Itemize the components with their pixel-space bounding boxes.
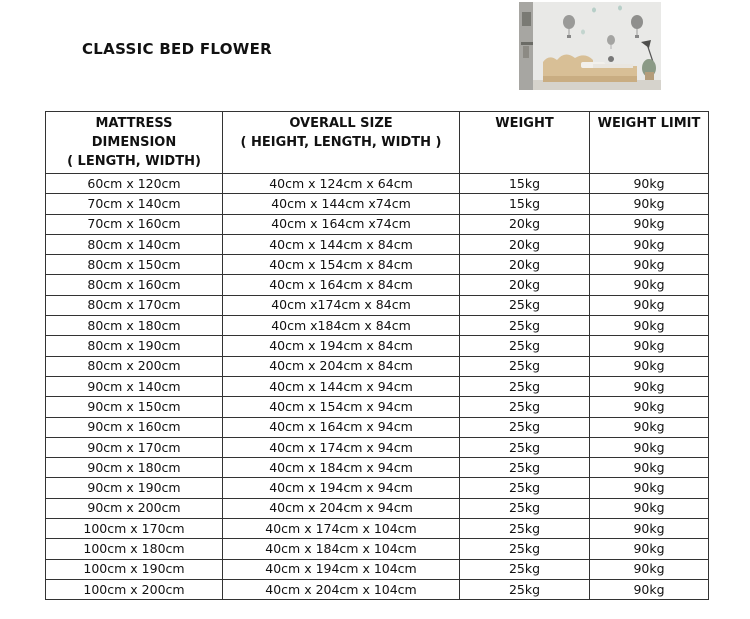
cell-overall-size: 40cm x 154cm x 84cm xyxy=(223,255,460,275)
table-row xyxy=(46,376,709,396)
table-row xyxy=(46,255,709,275)
cell-mattress-dimension: 90cm x 200cm xyxy=(46,498,223,518)
cell-weight-limit: 90kg xyxy=(590,316,709,336)
cell-weight: 25kg xyxy=(460,539,590,559)
cell-weight: 25kg xyxy=(460,519,590,539)
column-header-line: WEIGHT LIMIT xyxy=(597,116,701,131)
cell-weight: 25kg xyxy=(460,478,590,498)
table-row xyxy=(46,397,709,417)
table-row xyxy=(46,356,709,376)
cell-weight-limit: 90kg xyxy=(590,519,709,539)
cell-weight-limit: 90kg xyxy=(590,336,709,356)
cell-overall-size: 40cm x 144cm x 94cm xyxy=(223,376,460,396)
cell-mattress-dimension: 70cm x 160cm xyxy=(46,214,223,234)
column-header-line: ( HEIGHT, LENGTH, WIDTH ) xyxy=(240,135,442,150)
cell-weight: 25kg xyxy=(460,376,590,396)
cell-overall-size: 40cm x 194cm x 84cm xyxy=(223,336,460,356)
table-row xyxy=(46,336,709,356)
cell-mattress-dimension: 100cm x 170cm xyxy=(46,519,223,539)
column-header-line: ( LENGTH, WIDTH) xyxy=(67,154,201,169)
column-header-line: WEIGHT xyxy=(495,116,554,131)
cell-mattress-dimension: 80cm x 150cm xyxy=(46,255,223,275)
column-header-weight xyxy=(460,112,590,174)
cell-weight-limit: 90kg xyxy=(590,559,709,579)
cell-weight-limit: 90kg xyxy=(590,498,709,518)
table-row xyxy=(46,417,709,437)
table-row xyxy=(46,478,709,498)
table-header-row xyxy=(46,112,709,174)
cell-overall-size: 40cm x 174cm x 94cm xyxy=(223,437,460,457)
cell-overall-size: 40cm x174cm x 84cm xyxy=(223,295,460,315)
cell-overall-size: 40cm x 184cm x 104cm xyxy=(223,539,460,559)
cell-weight-limit: 90kg xyxy=(590,295,709,315)
cell-mattress-dimension: 100cm x 190cm xyxy=(46,559,223,579)
cell-mattress-dimension: 100cm x 200cm xyxy=(46,579,223,599)
column-header-line: OVERALL SIZE xyxy=(289,116,393,131)
cell-weight: 20kg xyxy=(460,234,590,254)
table-row xyxy=(46,174,709,194)
table-row xyxy=(46,458,709,478)
cell-overall-size: 40cm x 144cm x74cm xyxy=(223,194,460,214)
cell-mattress-dimension: 80cm x 170cm xyxy=(46,295,223,315)
cell-overall-size: 40cm x 144cm x 84cm xyxy=(223,234,460,254)
cell-weight: 25kg xyxy=(460,579,590,599)
cell-weight: 25kg xyxy=(460,417,590,437)
cell-weight: 25kg xyxy=(460,356,590,376)
table-row xyxy=(46,519,709,539)
cell-overall-size: 40cm x 194cm x 94cm xyxy=(223,478,460,498)
table-row xyxy=(46,234,709,254)
cell-overall-size: 40cm x 154cm x 94cm xyxy=(223,397,460,417)
cell-weight-limit: 90kg xyxy=(590,194,709,214)
cell-weight-limit: 90kg xyxy=(590,458,709,478)
table-row xyxy=(46,579,709,599)
cell-weight-limit: 90kg xyxy=(590,234,709,254)
cell-mattress-dimension: 80cm x 160cm xyxy=(46,275,223,295)
cell-overall-size: 40cm x 124cm x 64cm xyxy=(223,174,460,194)
cell-weight-limit: 90kg xyxy=(590,275,709,295)
cell-mattress-dimension: 60cm x 120cm xyxy=(46,174,223,194)
cell-overall-size: 40cm x 174cm x 104cm xyxy=(223,519,460,539)
cell-weight: 25kg xyxy=(460,397,590,417)
cell-weight: 25kg xyxy=(460,559,590,579)
cell-weight: 25kg xyxy=(460,336,590,356)
table-row xyxy=(46,275,709,295)
cell-overall-size: 40cm x 164cm x74cm xyxy=(223,214,460,234)
cell-weight-limit: 90kg xyxy=(590,417,709,437)
size-spec-table xyxy=(45,111,709,600)
cell-weight: 15kg xyxy=(460,174,590,194)
cell-mattress-dimension: 100cm x 180cm xyxy=(46,539,223,559)
cell-overall-size: 40cm x 204cm x 104cm xyxy=(223,579,460,599)
cell-mattress-dimension: 90cm x 180cm xyxy=(46,458,223,478)
table-row xyxy=(46,194,709,214)
table-row xyxy=(46,316,709,336)
cell-weight: 20kg xyxy=(460,214,590,234)
cell-weight: 25kg xyxy=(460,498,590,518)
cell-weight-limit: 90kg xyxy=(590,579,709,599)
cell-weight: 25kg xyxy=(460,437,590,457)
page-title: CLASSIC BED FLOWER xyxy=(82,40,273,58)
cell-weight: 25kg xyxy=(460,316,590,336)
cell-mattress-dimension: 80cm x 180cm xyxy=(46,316,223,336)
cell-weight-limit: 90kg xyxy=(590,376,709,396)
cell-overall-size: 40cm x 204cm x 94cm xyxy=(223,498,460,518)
cell-mattress-dimension: 90cm x 150cm xyxy=(46,397,223,417)
column-header-line: MATTRESS xyxy=(95,116,173,131)
cell-overall-size: 40cm x 204cm x 84cm xyxy=(223,356,460,376)
table-row xyxy=(46,437,709,457)
cell-weight-limit: 90kg xyxy=(590,255,709,275)
cell-mattress-dimension: 80cm x 190cm xyxy=(46,336,223,356)
cell-mattress-dimension: 70cm x 140cm xyxy=(46,194,223,214)
cell-overall-size: 40cm x 194cm x 104cm xyxy=(223,559,460,579)
column-header-line: DIMENSION xyxy=(91,135,177,150)
product-photo xyxy=(519,2,661,90)
cell-weight-limit: 90kg xyxy=(590,539,709,559)
table-row xyxy=(46,539,709,559)
cell-overall-size: 40cm x 164cm x 94cm xyxy=(223,417,460,437)
cell-weight-limit: 90kg xyxy=(590,356,709,376)
cell-weight: 20kg xyxy=(460,255,590,275)
cell-weight: 15kg xyxy=(460,194,590,214)
cell-weight-limit: 90kg xyxy=(590,478,709,498)
cell-weight: 20kg xyxy=(460,275,590,295)
column-header-overall-size xyxy=(223,112,460,174)
cell-mattress-dimension: 90cm x 160cm xyxy=(46,417,223,437)
cell-weight-limit: 90kg xyxy=(590,174,709,194)
cell-weight: 25kg xyxy=(460,295,590,315)
cell-mattress-dimension: 90cm x 140cm xyxy=(46,376,223,396)
table-row xyxy=(46,559,709,579)
cell-weight: 25kg xyxy=(460,458,590,478)
table-row xyxy=(46,498,709,518)
cell-overall-size: 40cm x 164cm x 84cm xyxy=(223,275,460,295)
cell-mattress-dimension: 90cm x 190cm xyxy=(46,478,223,498)
cell-mattress-dimension: 80cm x 200cm xyxy=(46,356,223,376)
cell-weight-limit: 90kg xyxy=(590,214,709,234)
table-row xyxy=(46,214,709,234)
cell-mattress-dimension: 90cm x 170cm xyxy=(46,437,223,457)
table-row xyxy=(46,295,709,315)
cell-overall-size: 40cm x184cm x 84cm xyxy=(223,316,460,336)
cell-weight-limit: 90kg xyxy=(590,437,709,457)
column-header-mattress-dimension xyxy=(46,112,223,174)
column-header-weight-limit xyxy=(590,112,709,174)
cell-overall-size: 40cm x 184cm x 94cm xyxy=(223,458,460,478)
cell-mattress-dimension: 80cm x 140cm xyxy=(46,234,223,254)
cell-weight-limit: 90kg xyxy=(590,397,709,417)
